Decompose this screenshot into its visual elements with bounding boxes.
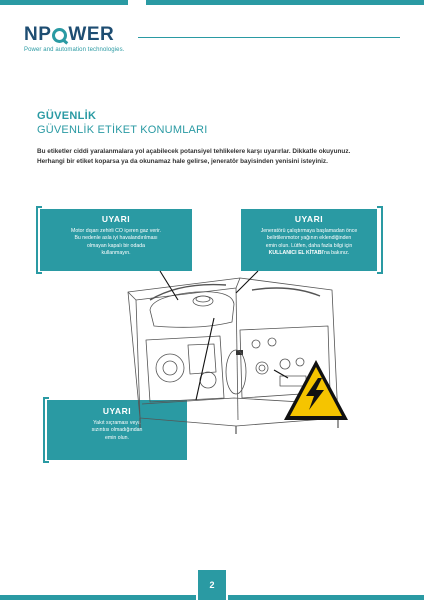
manual-reference-tail: 'na bakınız. xyxy=(322,250,350,257)
logo-letter-p: P xyxy=(38,24,52,45)
callout-line: Yakıt sıçraması veya xyxy=(93,420,141,426)
high-voltage-warning-icon xyxy=(284,360,348,420)
callout-line: belirtilenmotor yağının eklendiğinden xyxy=(266,235,352,242)
logo-tagline: Power and automation technologies. xyxy=(24,47,125,53)
callout-line: Motor dışarı zehirli CO içeren gaz verir. xyxy=(71,228,161,234)
callout-line: emin olun. xyxy=(105,434,129,441)
logo-letter-n: N xyxy=(24,24,39,45)
intro-line-1: Bu etiketler ciddi yaralanmalara yol açabilecek potansiyel tehlikelere karşı uyarırlar. Dikkatle okuyunuz. xyxy=(37,148,351,155)
callout-line: olmayan kapalı bir odada xyxy=(87,242,145,249)
logo-letters-wer: WER xyxy=(68,24,115,45)
engine-block xyxy=(146,336,224,402)
manual-reference: KULLANICI EL KİTABI xyxy=(268,250,323,257)
callout-line: sızıntısı olmadığından xyxy=(91,427,143,434)
callout-line: kullanmayın. xyxy=(101,250,131,257)
footer-accent-bar-right xyxy=(228,595,424,600)
callout-title: UYARI xyxy=(294,214,324,224)
callout-line: Jeneratörü çalıştırmaya başlamadan önce xyxy=(260,228,358,234)
section-subtitle: GÜVENLİK ETİKET KONUMLARI xyxy=(37,124,208,136)
fuel-cap xyxy=(193,296,213,306)
footer-accent-bar-left xyxy=(0,595,196,600)
callout-title: UYARI xyxy=(102,406,132,416)
callout-title: UYARI xyxy=(101,214,131,224)
intro-line-2: Herhangi bir etiket koparsa ya da okunamaz hale gelirse, jeneratör bayisinden yenisini isteyiniz. xyxy=(37,158,328,165)
recoil-starter xyxy=(156,354,184,382)
callout-line: emin olun. Lütfen, daha fazla bilgi için xyxy=(265,242,353,249)
section-title: GÜVENLİK xyxy=(37,110,97,122)
callout-line: Bu nedenle asla iyi havalandırılması xyxy=(74,235,158,242)
page-number: 2 xyxy=(198,570,226,600)
pointer-line-warning xyxy=(274,370,288,378)
